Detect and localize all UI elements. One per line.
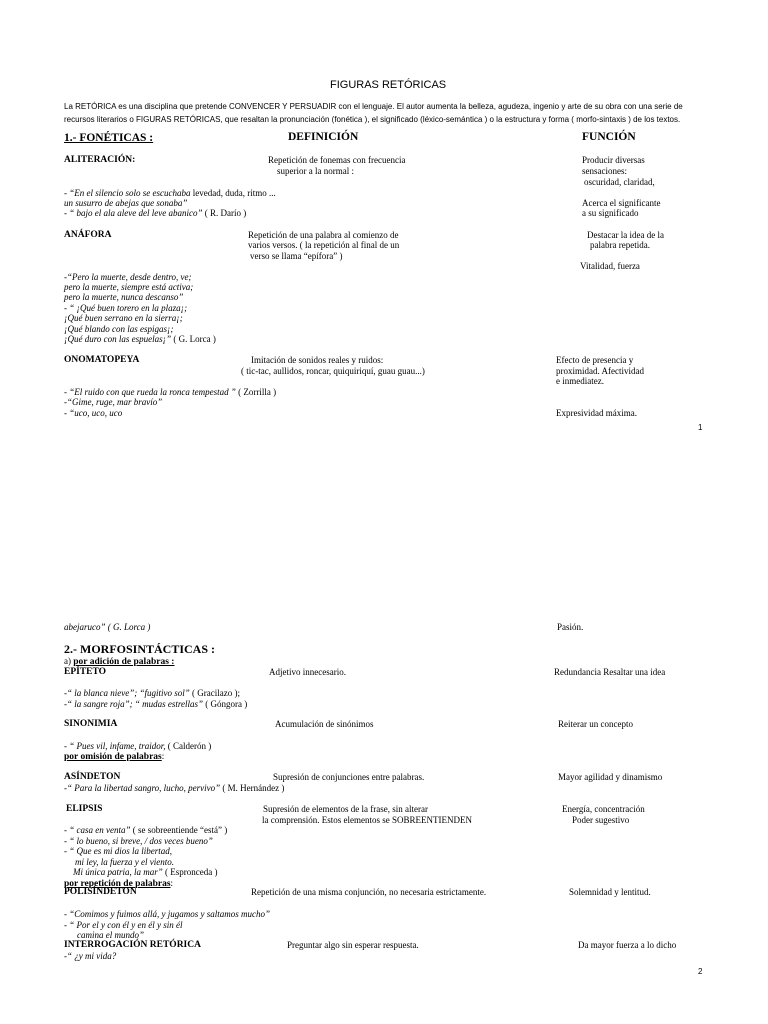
intro-line-2: recursos literarios o FIGURAS RETÓRICAS, que resaltan la pronunciación (fonética ), el significado (léxico-semántica ) o la estructura y forma ( morfo-sintaxis ) de los textos. xyxy=(64,115,681,124)
elipsis-function-2: Poder sugestivo xyxy=(572,815,630,825)
anafora-example-4: - “ ¡Qué buen torero en la plaza¡; xyxy=(64,303,188,313)
elipsis-definition-2: la comprensión. Estos elementos se SOBREENTIENDEN xyxy=(262,815,472,825)
anafora-example-2: pero la muerte, siempre está activa; xyxy=(64,282,194,292)
page-number-2: 2 xyxy=(698,967,703,976)
sinonimia-function: Reiterar un concepto xyxy=(558,719,633,729)
aliteracion-label: ALITERACIÓN: xyxy=(64,155,136,165)
anafora-function-3: Vitalidad, fuerza xyxy=(580,261,640,271)
polisindeton-example-2: - “ Por el y con él y en él y sin él xyxy=(64,920,183,930)
aliteracion-definition-1: Repetición de fonemas con frecuencia xyxy=(268,155,406,165)
anafora-function-2: palabra repetida. xyxy=(590,240,650,250)
omision-subheading: por omisión de palabras: xyxy=(64,751,165,762)
interrogacion-label: INTERROGACIÓN RETÓRICA xyxy=(64,940,201,950)
interrogacion-function: Da mayor fuerza a lo dicho xyxy=(578,940,677,950)
polisindeton-example-1: - “Comimos y fuimos allá, y jugamos y saltamos mucho” xyxy=(64,909,271,919)
onomatopeya-example-1: - “El ruido con que rueda la ronca tempestad ” ( Zorrilla ) xyxy=(64,387,277,397)
repeticion-subheading: por repetición de palabras: xyxy=(64,878,174,889)
column-heading-funcion: FUNCIÓN xyxy=(582,131,636,143)
elipsis-function-1: Energía, concentración xyxy=(562,804,645,814)
anafora-example-3: pero la muerte, nunca descanso” xyxy=(64,292,184,302)
onomatopeya-function-1: Efecto de presencia y xyxy=(556,355,634,365)
anafora-label: ANÁFORA xyxy=(64,230,112,240)
onomatopeya-label: ONOMATOPEYA xyxy=(64,355,140,365)
interrogacion-example: -“ ¿y mi vida? xyxy=(64,951,117,961)
elipsis-example-2: - “ lo bueno, si breve, / dos veces bueno” xyxy=(64,836,213,846)
aliteracion-function-4: Acerca el significante xyxy=(582,198,661,208)
epiteto-function: Redundancia Resaltar una idea xyxy=(554,667,666,677)
interrogacion-definition: Preguntar algo sin esperar respuesta. xyxy=(287,940,419,950)
polisindeton-label: POLISÍNDETON xyxy=(64,887,137,897)
section-1-heading: 1.- FONÉTICAS : xyxy=(64,132,154,144)
adicion-subheading: a) por adición de palabras : xyxy=(64,656,175,667)
elipsis-example-1: - “ casa en venta” ( se sobreentiende “está” ) xyxy=(64,825,228,835)
aliteracion-function-3: oscuridad, claridad, xyxy=(584,177,655,187)
aliteracion-example-3: - “ bajo el ala aleve del leve abanico” ( R. Darío ) xyxy=(64,208,247,218)
elipsis-example-3: - “ Que es mi dios la libertad, xyxy=(64,846,172,856)
elipsis-definition-1: Supresión de elementos de la frase, sin alterar xyxy=(263,804,428,814)
onomatopeya-definition-1: Imitación de sonidos reales y ruidos: xyxy=(251,355,384,365)
page-number-1: 1 xyxy=(698,423,703,432)
anafora-example-7: ¡Qué duro con las espuelas¡” ( G. Lorca ) xyxy=(64,334,216,344)
epiteto-example-2: -“ la sangre roja”; “ mudas estrellas” ( Góngora ) xyxy=(64,699,248,709)
aliteracion-function-1: Producir diversas xyxy=(582,155,645,165)
aliteracion-definition-2: superior a la normal : xyxy=(277,166,354,176)
anafora-definition-1: Repetición de una palabra al comienzo de xyxy=(248,230,399,240)
elipsis-label: ELIPSIS xyxy=(66,804,103,814)
asindeton-example: -“ Para la libertad sangro, lucho, pervivo” ( M. Hernández ) xyxy=(64,783,285,793)
elipsis-example-5: Mi única patria, la mar” ( Espronceda ) xyxy=(73,867,218,877)
onomatopeya-function-4: Expresividad máxima. xyxy=(556,408,637,418)
onomatopeya-function-2: proximidad. Afectividad xyxy=(556,366,644,376)
epiteto-example-1: -“ la blanca nieve”; “fugitivo sol” ( Gracilazo ); xyxy=(64,688,240,698)
anafora-example-5: ¡Qué buen serrano en la sierra¡; xyxy=(64,313,183,323)
epiteto-label: EPÍTETO xyxy=(64,667,107,677)
abejaruco-example: abejaruco” ( G. Lorca ) xyxy=(64,622,151,632)
sinonimia-example: - “ Pues vil, infame, traidor, ( Calderón ) xyxy=(64,741,212,751)
page-title: FIGURAS RETÓRICAS xyxy=(330,79,447,91)
anafora-definition-2: varios versos. ( la repetición al final de un xyxy=(248,240,400,250)
intro-line-1: La RETÓRICA es una disciplina que pretende CONVENCER Y PERSUADIR con el lenguaje. El autor aumenta la belleza, agudeza, ingenio y arte de su obra con una serie de xyxy=(64,102,683,111)
polisindeton-function: Solemnidad y lentitud. xyxy=(569,887,651,897)
sinonimia-definition: Acumulación de sinónimos xyxy=(275,719,374,729)
asindeton-label: ASÍNDETON xyxy=(64,772,121,782)
epiteto-definition: Adjetivo innecesario. xyxy=(269,667,346,677)
onomatopeya-example-2: -“Gime, ruge, mar bravío” xyxy=(64,397,163,407)
column-heading-definicion: DEFINICIÓN xyxy=(288,131,359,143)
onomatopeya-example-3: - “uco, uco, uco xyxy=(64,408,123,418)
abejaruco-function: Pasión. xyxy=(557,622,584,632)
sinonimia-label: SINONIMIA xyxy=(64,719,118,729)
aliteracion-example-1: - “En el silencio solo se escuchaba levedad, duda, ritmo ... xyxy=(64,188,276,198)
aliteracion-function-5: a su significado xyxy=(582,208,639,218)
polisindeton-definition: Repetición de una misma conjunción, no necesaria estrictamente. xyxy=(251,887,487,897)
anafora-example-6: ¡Qué blando con las espigas¡; xyxy=(64,324,174,334)
aliteracion-example-2: un susurro de abejas que sonaba” xyxy=(64,198,188,208)
onomatopeya-definition-2: ( tic-tac, aullidos, roncar, quiquiriquí, guau guau...) xyxy=(241,366,425,376)
aliteracion-function-2: sensaciones: xyxy=(582,166,627,176)
anafora-definition-3: verso se llama “epífora” ) xyxy=(250,251,343,261)
polisindeton-example-3: camina el mundo” xyxy=(77,930,144,940)
onomatopeya-function-3: e inmediatez. xyxy=(556,376,604,386)
asindeton-definition: Supresión de conjunciones entre palabras. xyxy=(273,772,425,782)
anafora-function-1: Destacar la idea de la xyxy=(587,230,664,240)
asindeton-function: Mayor agilidad y dinamismo xyxy=(558,772,663,782)
section-2-heading: 2.- MORFOSINTÁCTICAS : xyxy=(64,642,216,656)
anafora-example-1: -“Pero la muerte, desde dentro, ve; xyxy=(64,272,192,282)
elipsis-example-4: mi ley, la fuerza y el viento. xyxy=(75,857,174,867)
